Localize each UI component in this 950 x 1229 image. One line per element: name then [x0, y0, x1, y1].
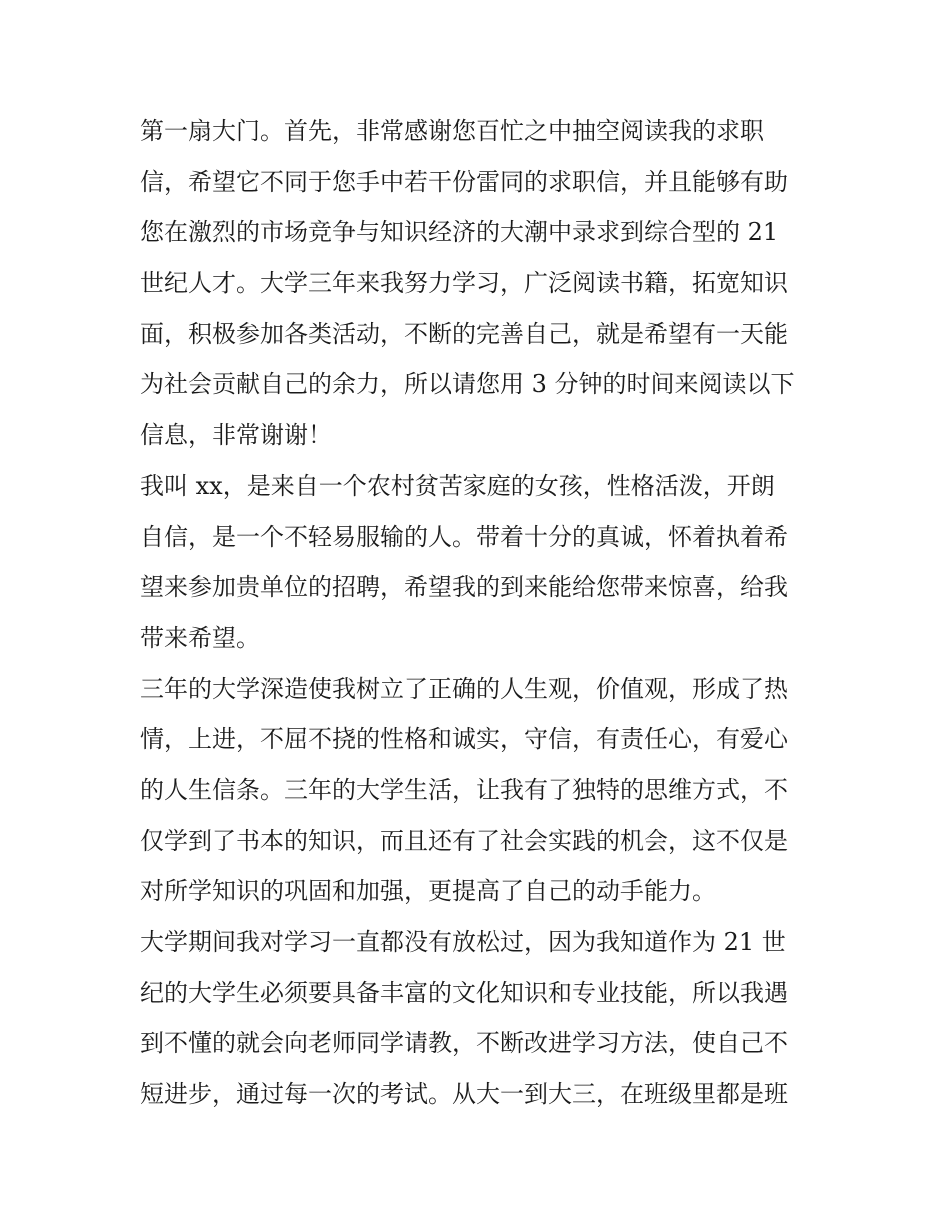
text-line: 自信，是一个不轻易服输的人。带着十分的真诚，怀着执着希 — [140, 522, 788, 551]
text-line: 三年的大学深造使我树立了正确的人生观，价值观，形成了热 — [140, 674, 788, 703]
text-line: 我叫 xx，是来自一个农村贫苦家庭的女孩，性格活泼，开朗 — [140, 471, 775, 500]
text-line: 世纪人才。大学三年来我努力学习，广泛阅读书籍，拓宽知识 — [140, 269, 788, 298]
text-line: 短进步，通过每一次的考试。从大一到大三，在班级里都是班 — [140, 1080, 788, 1109]
text-line: 第一扇大门。首先，非常感谢您百忙之中抽空阅读我的求职 — [140, 117, 764, 145]
text-line: 大学期间我对学习一直都没有放松过，因为我知道作为 21 世 — [140, 928, 786, 956]
text-line: 带来希望。 — [140, 623, 260, 652]
text-line: 纪的大学生必须要具备丰富的文化知识和专业技能，所以我遇 — [140, 978, 788, 1007]
text-line: 为社会贡献自己的余力，所以请您用 3 分钟的时间来阅读以下 — [140, 370, 795, 399]
text-line: 望来参加贵单位的招聘，希望我的到来能给您带来惊喜，给我 — [140, 573, 788, 602]
text-line: 情，上进，不屈不挠的性格和诚实，守信，有责任心，有爱心 — [140, 725, 788, 754]
body-text — [140, 106, 820, 1120]
text-line: 对所学知识的巩固和加强，更提高了自己的动手能力。 — [140, 877, 716, 906]
text-line: 信，希望它不同于您手中若干份雷同的求职信，并且能够有助 — [140, 167, 788, 196]
text-line: 的人生信条。三年的大学生活，让我有了独特的思维方式，不 — [140, 775, 788, 804]
text-line: 您在激烈的市场竞争与知识经济的大潮中录求到综合型的 21 — [140, 218, 779, 247]
text-line: 面，积极参加各类活动，不断的完善自己，就是希望有一天能 — [140, 319, 788, 348]
text-line: 到不懂的就会向老师同学请教，不断改进学习方法，使自己不 — [140, 1029, 788, 1058]
text-line: 信息，非常谢谢！ — [140, 421, 332, 450]
text-line: 仅学到了书本的知识，而且还有了社会实践的机会，这不仅是 — [140, 826, 788, 855]
